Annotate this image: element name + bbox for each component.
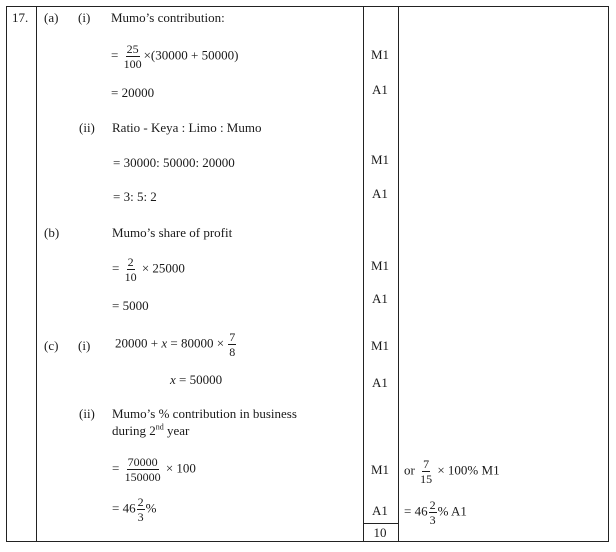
column-divider-marks xyxy=(363,6,364,542)
mark-a-i-2: A1 xyxy=(372,82,388,97)
mark-c-i-1: M1 xyxy=(370,338,390,353)
total-marks: 10 xyxy=(373,525,387,540)
alternative-method-1: or $\frac{7}{15}$ × 100% M1 xyxy=(404,457,500,486)
question-number: 17. xyxy=(12,10,29,25)
a-ii-equation-2: = 3: 5: 2 xyxy=(113,189,157,204)
b-equation-1: = $\frac{2}{10}$ × 25000 xyxy=(112,255,185,284)
mark-a-ii-1: M1 xyxy=(370,152,390,167)
marking-scheme-table xyxy=(6,6,609,542)
column-divider-number xyxy=(36,6,37,542)
sub-i-label-c: (i) xyxy=(78,338,91,353)
sub-ii-label-c: (ii) xyxy=(79,406,95,421)
part-a-label: (a) xyxy=(44,10,59,25)
a-ii-equation-1: = 30000: 50000: 20000 xyxy=(113,155,235,170)
alternative-method-2: = 46 $\frac{2}{3}$ % A1 xyxy=(404,498,467,527)
a-i-equation-1: = $\frac{25}{100}$ ×(30000 + 50000) xyxy=(111,42,239,71)
sub-ii-label: (ii) xyxy=(79,120,95,135)
total-row-divider xyxy=(363,523,399,524)
a-i-equation-2: = 20000 xyxy=(111,85,155,100)
mark-a-i-1: M1 xyxy=(370,47,390,62)
a-i-heading: Mumo’s contribution: xyxy=(111,10,225,25)
mark-a-ii-2: A1 xyxy=(372,186,388,201)
mark-c-ii-2: A1 xyxy=(372,503,388,518)
mark-b-2: A1 xyxy=(372,291,388,306)
mark-b-1: M1 xyxy=(370,258,390,273)
c-ii-heading-line-2: during 2nd year xyxy=(112,422,190,438)
c-ii-equation-1: = $\frac{70000}{150000}$ × 100 xyxy=(112,455,196,484)
a-ii-heading: Ratio - Keya : Limo : Mumo xyxy=(112,120,262,135)
b-heading: Mumo’s share of profit xyxy=(112,225,233,240)
b-equation-2: = 5000 xyxy=(112,298,149,313)
c-i-equation-2: x = 50000 xyxy=(170,372,223,387)
part-b-label: (b) xyxy=(44,225,60,240)
mark-c-i-2: A1 xyxy=(372,375,388,390)
column-divider-alternatives xyxy=(398,6,399,542)
c-ii-equation-2: = 46 $\frac{2}{3}$ % xyxy=(112,495,157,524)
mark-c-ii-1: M1 xyxy=(370,462,390,477)
sub-i-label: (i) xyxy=(78,10,91,25)
c-i-equation-1: 20000 + x = 80000 × $\frac{7}{8}$ xyxy=(115,330,236,359)
part-c-label: (c) xyxy=(44,338,59,353)
c-ii-heading-line-1: Mumo’s % contribution in business xyxy=(112,406,297,421)
